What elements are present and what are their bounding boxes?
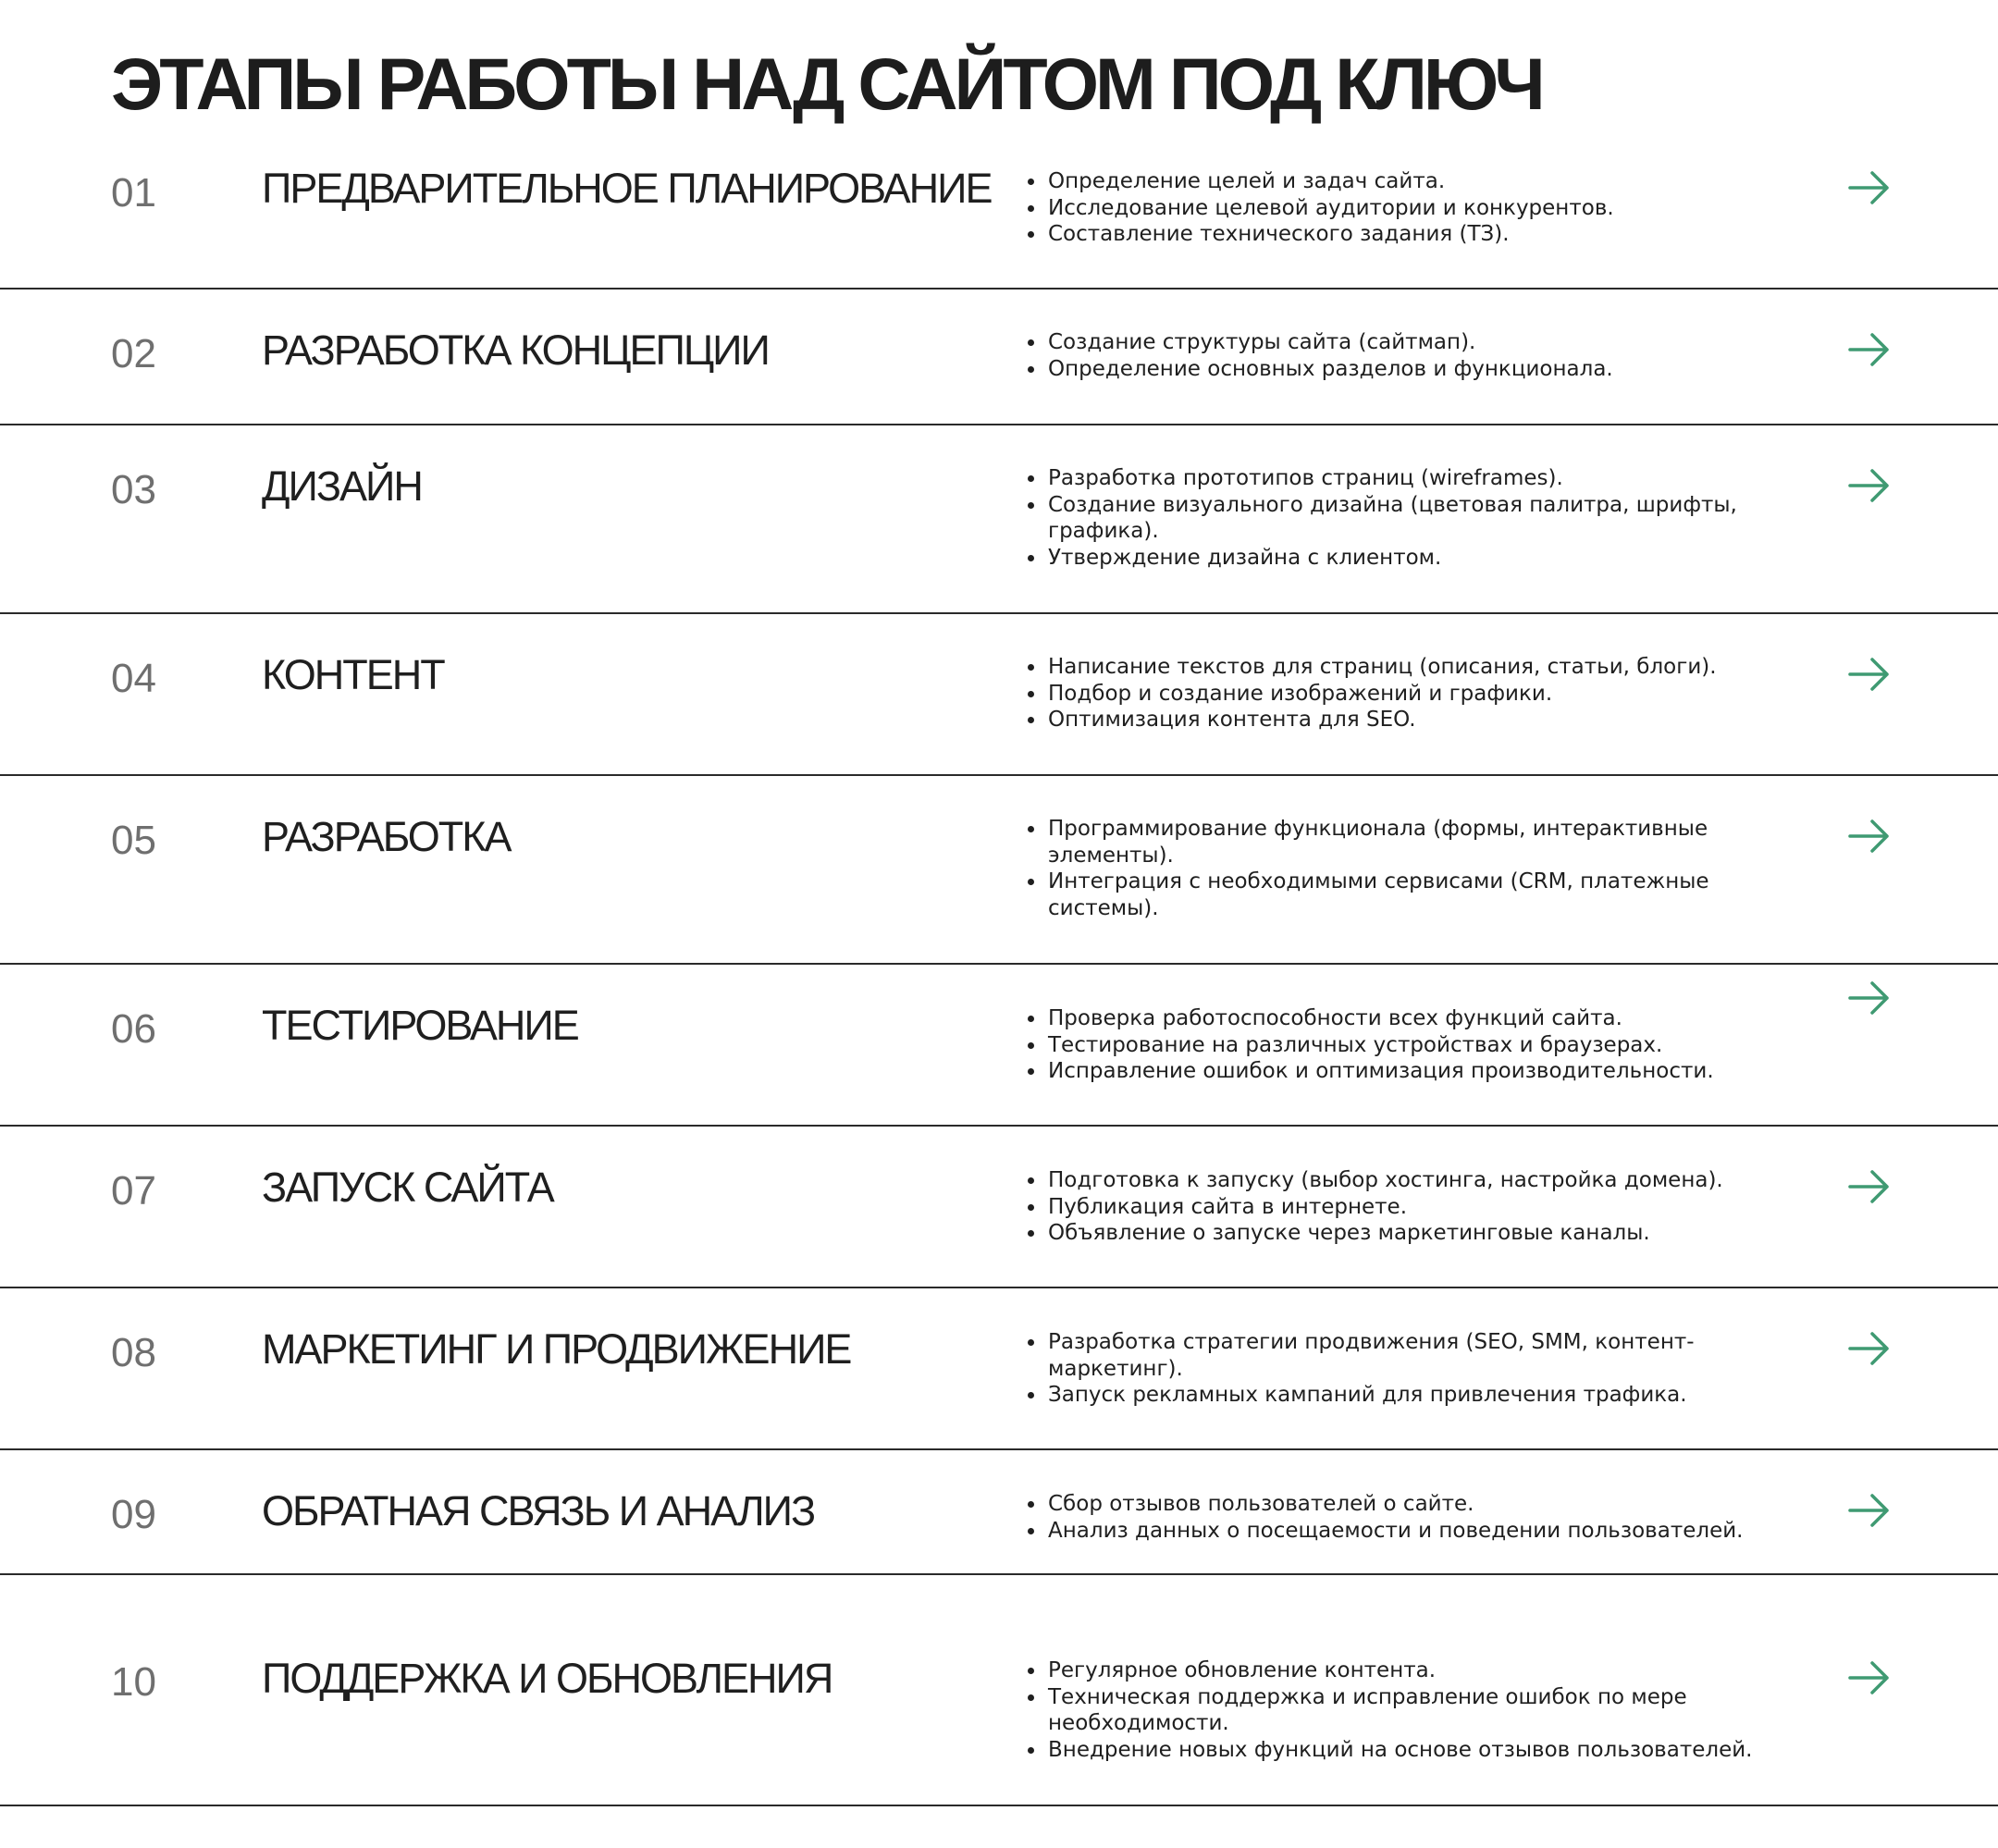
stage-bullet-list — [1026, 1491, 1758, 1544]
page-title: ЭТАПЫ РАБОТЫ НАД САЙТОМ ПОД КЛЮЧ — [111, 43, 1542, 125]
stage-bullet-item: • Запуск рекламных кампаний для привлечения трафика. — [1046, 1382, 1758, 1409]
stage-bullet-item: • Исправление ошибок и оптимизация производительности. — [1046, 1058, 1758, 1085]
stage-bullet-list — [1026, 329, 1758, 382]
arrow-right-icon[interactable] — [1848, 332, 1891, 367]
stage-number: 05 — [111, 818, 156, 863]
arrow-right-icon[interactable] — [1848, 1660, 1891, 1695]
stage-bullet-list — [1026, 1329, 1758, 1409]
stage-title: ТЕСТИРОВАНИЕ — [262, 1002, 578, 1049]
stage-number: 10 — [111, 1659, 156, 1705]
stage-bullet-item: • Подготовка к запуску (выбор хостинга, настройка домена). — [1046, 1167, 1758, 1194]
stage-number: 09 — [111, 1492, 156, 1537]
stage-title: ОБРАТНАЯ СВЯЗЬ И АНАЛИЗ — [262, 1487, 815, 1534]
stage-title: ПОДДЕРЖКА И ОБНОВЛЕНИЯ — [262, 1655, 832, 1702]
arrow-right-icon[interactable] — [1848, 657, 1891, 692]
stage-number: 01 — [111, 170, 156, 216]
stage-bullet-item: • Разработка стратегии продвижения (SEO, SMM, контент-маркетинг). — [1046, 1329, 1758, 1382]
stage-bullet-item: • Создание структуры сайта (сайтмап). — [1046, 329, 1758, 356]
stage-bullet-item: • Исследование целевой аудитории и конкурентов. — [1046, 195, 1758, 222]
stage-number: 06 — [111, 1006, 156, 1052]
stage-title: РАЗРАБОТКА — [262, 813, 511, 860]
stage-bullet-item: • Утверждение дизайна с клиентом. — [1046, 545, 1758, 572]
stage-bullet-item: • Регулярное обновление контента. — [1046, 1657, 1758, 1684]
arrow-right-icon[interactable] — [1848, 468, 1891, 503]
stage-title: РАЗРАБОТКА КОНЦЕПЦИИ — [262, 326, 769, 374]
stage-number: 03 — [111, 467, 156, 512]
stage-title: ДИЗАЙН — [262, 462, 422, 510]
stage-bullet-list — [1026, 168, 1758, 248]
arrow-right-icon[interactable] — [1848, 1331, 1891, 1366]
stage-bullet-item: • Сбор отзывов пользователей о сайте. — [1046, 1491, 1758, 1518]
stage-bullet-item: • Программирование функционала (формы, интерактивные элементы). — [1046, 816, 1758, 869]
stage-bullet-item: • Объявление о запуске через маркетинговые каналы. — [1046, 1220, 1758, 1247]
stage-bullet-item: • Разработка прототипов страниц (wireframes). — [1046, 465, 1758, 492]
stage-title: ЗАПУСК САЙТА — [262, 1164, 553, 1211]
stage-bullet-list — [1026, 816, 1758, 921]
stage-bullet-item: • Составление технического задания (ТЗ). — [1046, 221, 1758, 248]
stage-bullet-item: • Подбор и создание изображений и графики. — [1046, 681, 1758, 708]
stage-bullet-list — [1026, 1005, 1758, 1085]
arrow-right-icon[interactable] — [1848, 1493, 1891, 1528]
stage-bullet-item: • Создание визуального дизайна (цветовая палитра, шрифты, графика). — [1046, 492, 1758, 545]
stage-number: 04 — [111, 656, 156, 701]
stage-bullet-item: • Публикация сайта в интернете. — [1046, 1194, 1758, 1221]
stage-bullet-item: • Техническая поддержка и исправление ошибок по мере необходимости. — [1046, 1684, 1758, 1737]
stage-bullet-item: • Оптимизация контента для SEO. — [1046, 707, 1758, 733]
stage-number: 07 — [111, 1168, 156, 1214]
stage-title: МАРКЕТИНГ И ПРОДВИЖЕНИЕ — [262, 1325, 851, 1373]
stage-bullet-list — [1026, 654, 1758, 733]
stage-bullet-item: • Внедрение новых функций на основе отзывов пользователей. — [1046, 1737, 1758, 1764]
stage-bullet-item: • Написание текстов для страниц (описания, статьи, блоги). — [1046, 654, 1758, 681]
stage-bullet-item: • Определение целей и задач сайта. — [1046, 168, 1758, 195]
arrow-right-icon[interactable] — [1848, 1169, 1891, 1204]
stage-number: 02 — [111, 331, 156, 376]
arrow-right-icon[interactable] — [1848, 980, 1891, 1016]
arrow-right-icon[interactable] — [1848, 819, 1891, 854]
stage-bullet-item: • Анализ данных о посещаемости и поведении пользователей. — [1046, 1518, 1758, 1545]
stage-bullet-list — [1026, 1167, 1758, 1247]
stage-bullet-item: • Тестирование на различных устройствах и браузерах. — [1046, 1032, 1758, 1059]
stage-bullet-list — [1026, 1657, 1758, 1763]
stage-bullet-item: • Определение основных разделов и функционала. — [1046, 356, 1758, 383]
stage-bullet-list — [1026, 465, 1758, 571]
stage-title: КОНТЕНТ — [262, 651, 444, 698]
stage-bullet-item: • Проверка работоспособности всех функций сайта. — [1046, 1005, 1758, 1032]
arrow-right-icon[interactable] — [1848, 170, 1891, 205]
stage-number: 08 — [111, 1330, 156, 1375]
stage-bullet-item: • Интеграция с необходимыми сервисами (CRM, платежные системы). — [1046, 869, 1758, 921]
stage-title: ПРЕДВАРИТЕЛЬНОЕ ПЛАНИРОВАНИЕ — [262, 165, 992, 212]
